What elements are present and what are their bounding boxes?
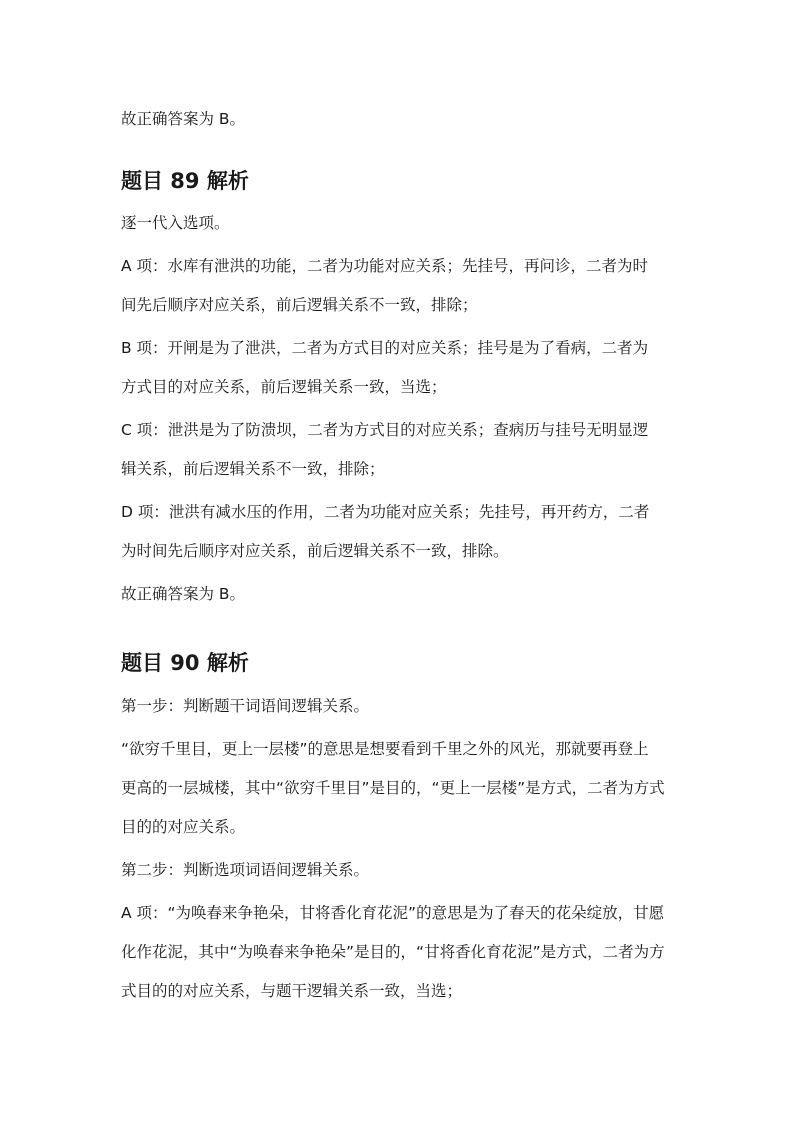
q90-option-a-line2: 化作花泥，其中“为唤春来争艳朵”是目的，“甘将香化育花泥”是方式，二者为方 <box>121 943 665 961</box>
q89-heading: 题目 89 解析 <box>121 169 249 193</box>
q89-option-d-line2: 为时间先后顺序对应关系，前后逻辑关系不一致，排除。 <box>121 542 509 560</box>
q90-option-a-line1: A 项：“为唤春来争艳朵，甘将香化育花泥”的意思是为了春天的花朵绽放，甘愿 <box>121 904 665 922</box>
q90-stem-line1: “欲穷千里目，更上一层楼”的意思是想要看到千里之外的风光，那就要再登上 <box>121 740 649 758</box>
q89-option-b-line2: 方式目的对应关系，前后逻辑关系一致，当选； <box>121 378 447 396</box>
q89-conclusion: 故正确答案为 B。 <box>121 585 246 603</box>
q90-stem-line3: 目的的对应关系。 <box>121 818 246 836</box>
q89-option-c-line2: 辑关系，前后逻辑关系不一致，排除； <box>121 460 385 478</box>
q90-heading: 题目 90 解析 <box>121 651 249 675</box>
q90-stem-line2: 更高的一层城楼，其中“欲穷千里目”是目的，“更上一层楼”是方式，二者为方式 <box>121 779 665 797</box>
q90-option-a-line3: 式目的的对应关系，与题干逻辑关系一致，当选； <box>121 982 463 1000</box>
q88-conclusion: 故正确答案为 B。 <box>121 110 246 128</box>
q89-option-a-line2: 间先后顺序对应关系，前后逻辑关系不一致，排除； <box>121 296 478 314</box>
q90-step1: 第一步：判断题干词语间逻辑关系。 <box>121 697 370 715</box>
q89-option-c-line1: C 项：泄洪是为了防溃坝，二者为方式目的对应关系；查病历与挂号无明显逻 <box>121 421 649 439</box>
q89-option-b-line1: B 项：开闸是为了泄洪，二者为方式目的对应关系；挂号是为了看病，二者为 <box>121 339 649 357</box>
q89-option-a-line1: A 项：水库有泄洪的功能，二者为功能对应关系；先挂号，再问诊，二者为时 <box>121 257 649 275</box>
q89-option-d-line1: D 项：泄洪有减水压的作用，二者为功能对应关系；先挂号，再开药方，二者 <box>121 503 650 521</box>
q90-step2: 第二步：判断选项词语间逻辑关系。 <box>121 861 370 879</box>
q89-intro: 逐一代入选项。 <box>121 214 230 232</box>
